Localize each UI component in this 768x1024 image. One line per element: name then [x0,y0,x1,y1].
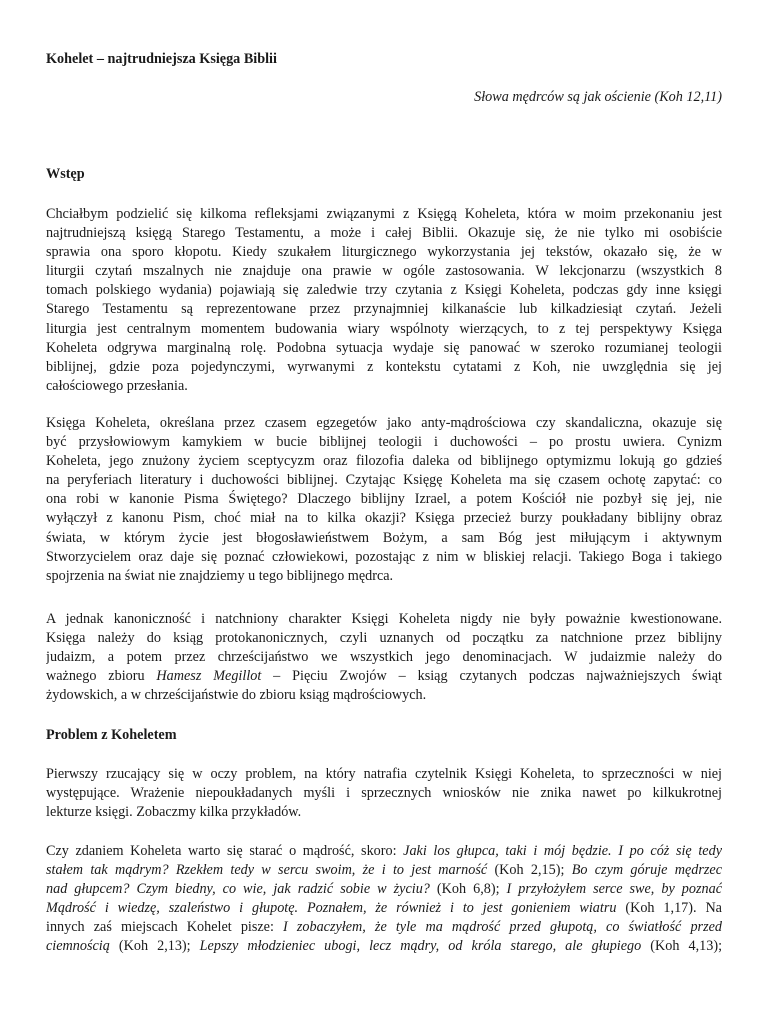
quote: Lepszy młodzieniec ubogi, lecz mądry, od króla starego, ale głupiego [199,938,642,955]
text-line [46,899,722,918]
text-line: całościowego przesłania. [46,377,188,394]
text-line: ona robi w kanonie Pisma Świętego? Dlaczego biblijny Izrael, a potem Kościół nie pozbył się jej, nie [46,491,722,508]
paragraph-intro-1 [46,205,722,396]
paragraph-problem-1 [46,765,722,822]
text-line: sprawia ona sporo kłopotu. Kiedy szukałem liturgicznego wykorzystania jej tekstów, okazało się, że w [46,244,722,261]
text-line [46,842,722,861]
text-line: żydowskich, a w chrześcijaństwie do zbioru ksiąg mądrościowych. [46,687,427,704]
paragraph-problem-2 [46,842,722,957]
text-line: wyłączył z kanonu Pism, choć miał na to kilka okazji? Księga przecież burzy poukładany biblijny obraz [46,510,722,527]
text-line: występujące. Wrażenie niepoukładanych myśli i sprzecznych wniosków nie znika nawet po kilkukrotnej [46,785,722,802]
text-line [46,937,722,956]
text-line: spojrzenia na świat nie znajdziemy u tego biblijnego mędrca. [46,567,394,584]
text-line [46,880,722,899]
paragraph-intro-3 [46,610,722,705]
text-line: najtrudniejszą księgą Starego Testamentu, a może i całej Biblii. Okazuje się, że nie tylko mi osobiście [46,225,722,242]
text-line: Księga należy do ksiąg protokanonicznych, czyli uznanych od początku za natchnione przez biblijny [46,630,722,647]
text-line: być przysłowiowym kamykiem w bucie biblijnej teologii i duchowości – po prostu uwiera. Cynizm [46,434,722,451]
quote: ciemnością [46,938,110,955]
citation: (Koh 4,13); [641,938,722,955]
text-line: Pierwszy rzucający się w oczy problem, na który natrafia czytelnik Księgi Koheleta, to sprzeczności w niej [46,766,722,782]
epigraph: Słowa mędrców są jak ościenie (Koh 12,11) [474,89,722,105]
text-line: biblijnej, gdzie poza pojedynczymi, wyrwanymi z kontekstu cytatami z Koh, nie uwzględnia się jej [46,358,722,375]
text-line: liturgii czytań mszalnych nie znajduje ona prawie w ogóle zastosowania. W lekcjonarzu (wszystkich 8 [46,263,722,280]
section-heading-intro: Wstęp [46,166,85,182]
quote: I zobaczyłem, że tyle ma mądrość przed głupotą, co światłość przed [283,919,722,936]
text-line: Księga Koheleta, określana przez czasem egzegetów jako anty-mądrościowa czy skandaliczna, okazuje się [46,415,722,431]
text-run: innych zaś miejscach Kohelet pisze: [46,919,284,936]
text-line: Chciałbym podzielić się kilkoma refleksjami związanymi z Księgą Koheleta, która w moim przekonaniu jest [46,206,722,222]
text-line: Koheleta, jego znużony życiem sceptycyzm oraz filozofia daleka od biblijnego optymizmu lokują go gdzieś [46,453,722,470]
text-line: judaizm, a potem przez chrześcijaństwo we wszystkich jego denominacjach. W judaizmie należy do [46,649,722,666]
text-run: – Pięciu Zwojów – ksiąg czytanych podczas najważniejszych świąt [261,668,722,685]
quote: Jaki los głupca, taki i mój będzie. I po cóż się tedy [403,843,722,859]
quote: stałem tak mądrym? Rzekłem tedy w sercu swoim, że i to jest marność [46,862,488,879]
quote: I przyłożyłem serce swe, by poznać [506,881,722,898]
text-line: świata, w którym życie jest błogosławieństwem Bożym, a sam Bóg jest miłującym i aktywnym [46,529,722,546]
quote: nad głupcem? Czym biedny, co wie, jak radzić sobie w życiu? [46,881,430,898]
text-line: tomach polskiego wydania) pojawiają się zaledwie trzy czytania z Księgi Koheleta, podczas gdy inne księgi [46,282,722,299]
text-line: Stworzycielem oraz daje się poznać człowiekowi, pozostając z nim w bliskiej relacji. Takiego Boga i takiego [46,548,722,565]
citation: (Koh 2,15); [487,862,572,879]
quote: Mądrość i wiedzę, szaleństwo i głupotę. Poznałem, że również i to jest gonieniem wiatru [46,900,617,917]
citation: (Koh 6,8); [429,881,507,898]
citation: (Koh 1,17). Na [616,900,722,917]
text-line [46,667,722,686]
text-line: na peryferiach literatury i duchowości biblijnej. Czytając Księgę Koheleta ma się czasem ochotę zapytać: co [46,472,722,489]
paragraph-intro-2 [46,414,722,586]
document-title: Kohelet – najtrudniejsza Księga Biblii [46,51,277,67]
quote: Bo czym góruje mędrzec [571,862,722,879]
text-line: A jednak kanoniczność i natchniony charakter Księgi Koheleta nigdy nie były poważnie kwestionowane. [46,611,722,627]
section-heading-problem: Problem z Koheletem [46,727,177,743]
text-line: lekturze księgi. Zobaczmy kilka przykładów. [46,804,302,821]
text-line: Koheleta odgrywa marginalną rolę. Podobna sytuacja wydaje się panować w szeroko rozumianej teologii [46,339,722,356]
text-run: ważnego zbioru [46,668,157,685]
italic-title: Hamesz Megillot [156,668,262,685]
text-line [46,918,722,937]
text-line: Starego Testamentu są reprezentowane przez przynajmniej kilkanaście lub kilkadziesiąt czytań. Jeżeli [46,301,722,318]
citation: (Koh 2,13); [109,938,200,955]
text-line [46,861,722,880]
text-run: Czy zdaniem Koheleta warto się starać o mądrość, skoro: [46,843,404,859]
text-line: liturgia jest centralnym momentem budowania wiary wspólnoty wierzących, to z tej perspektywy Księga [46,320,722,337]
